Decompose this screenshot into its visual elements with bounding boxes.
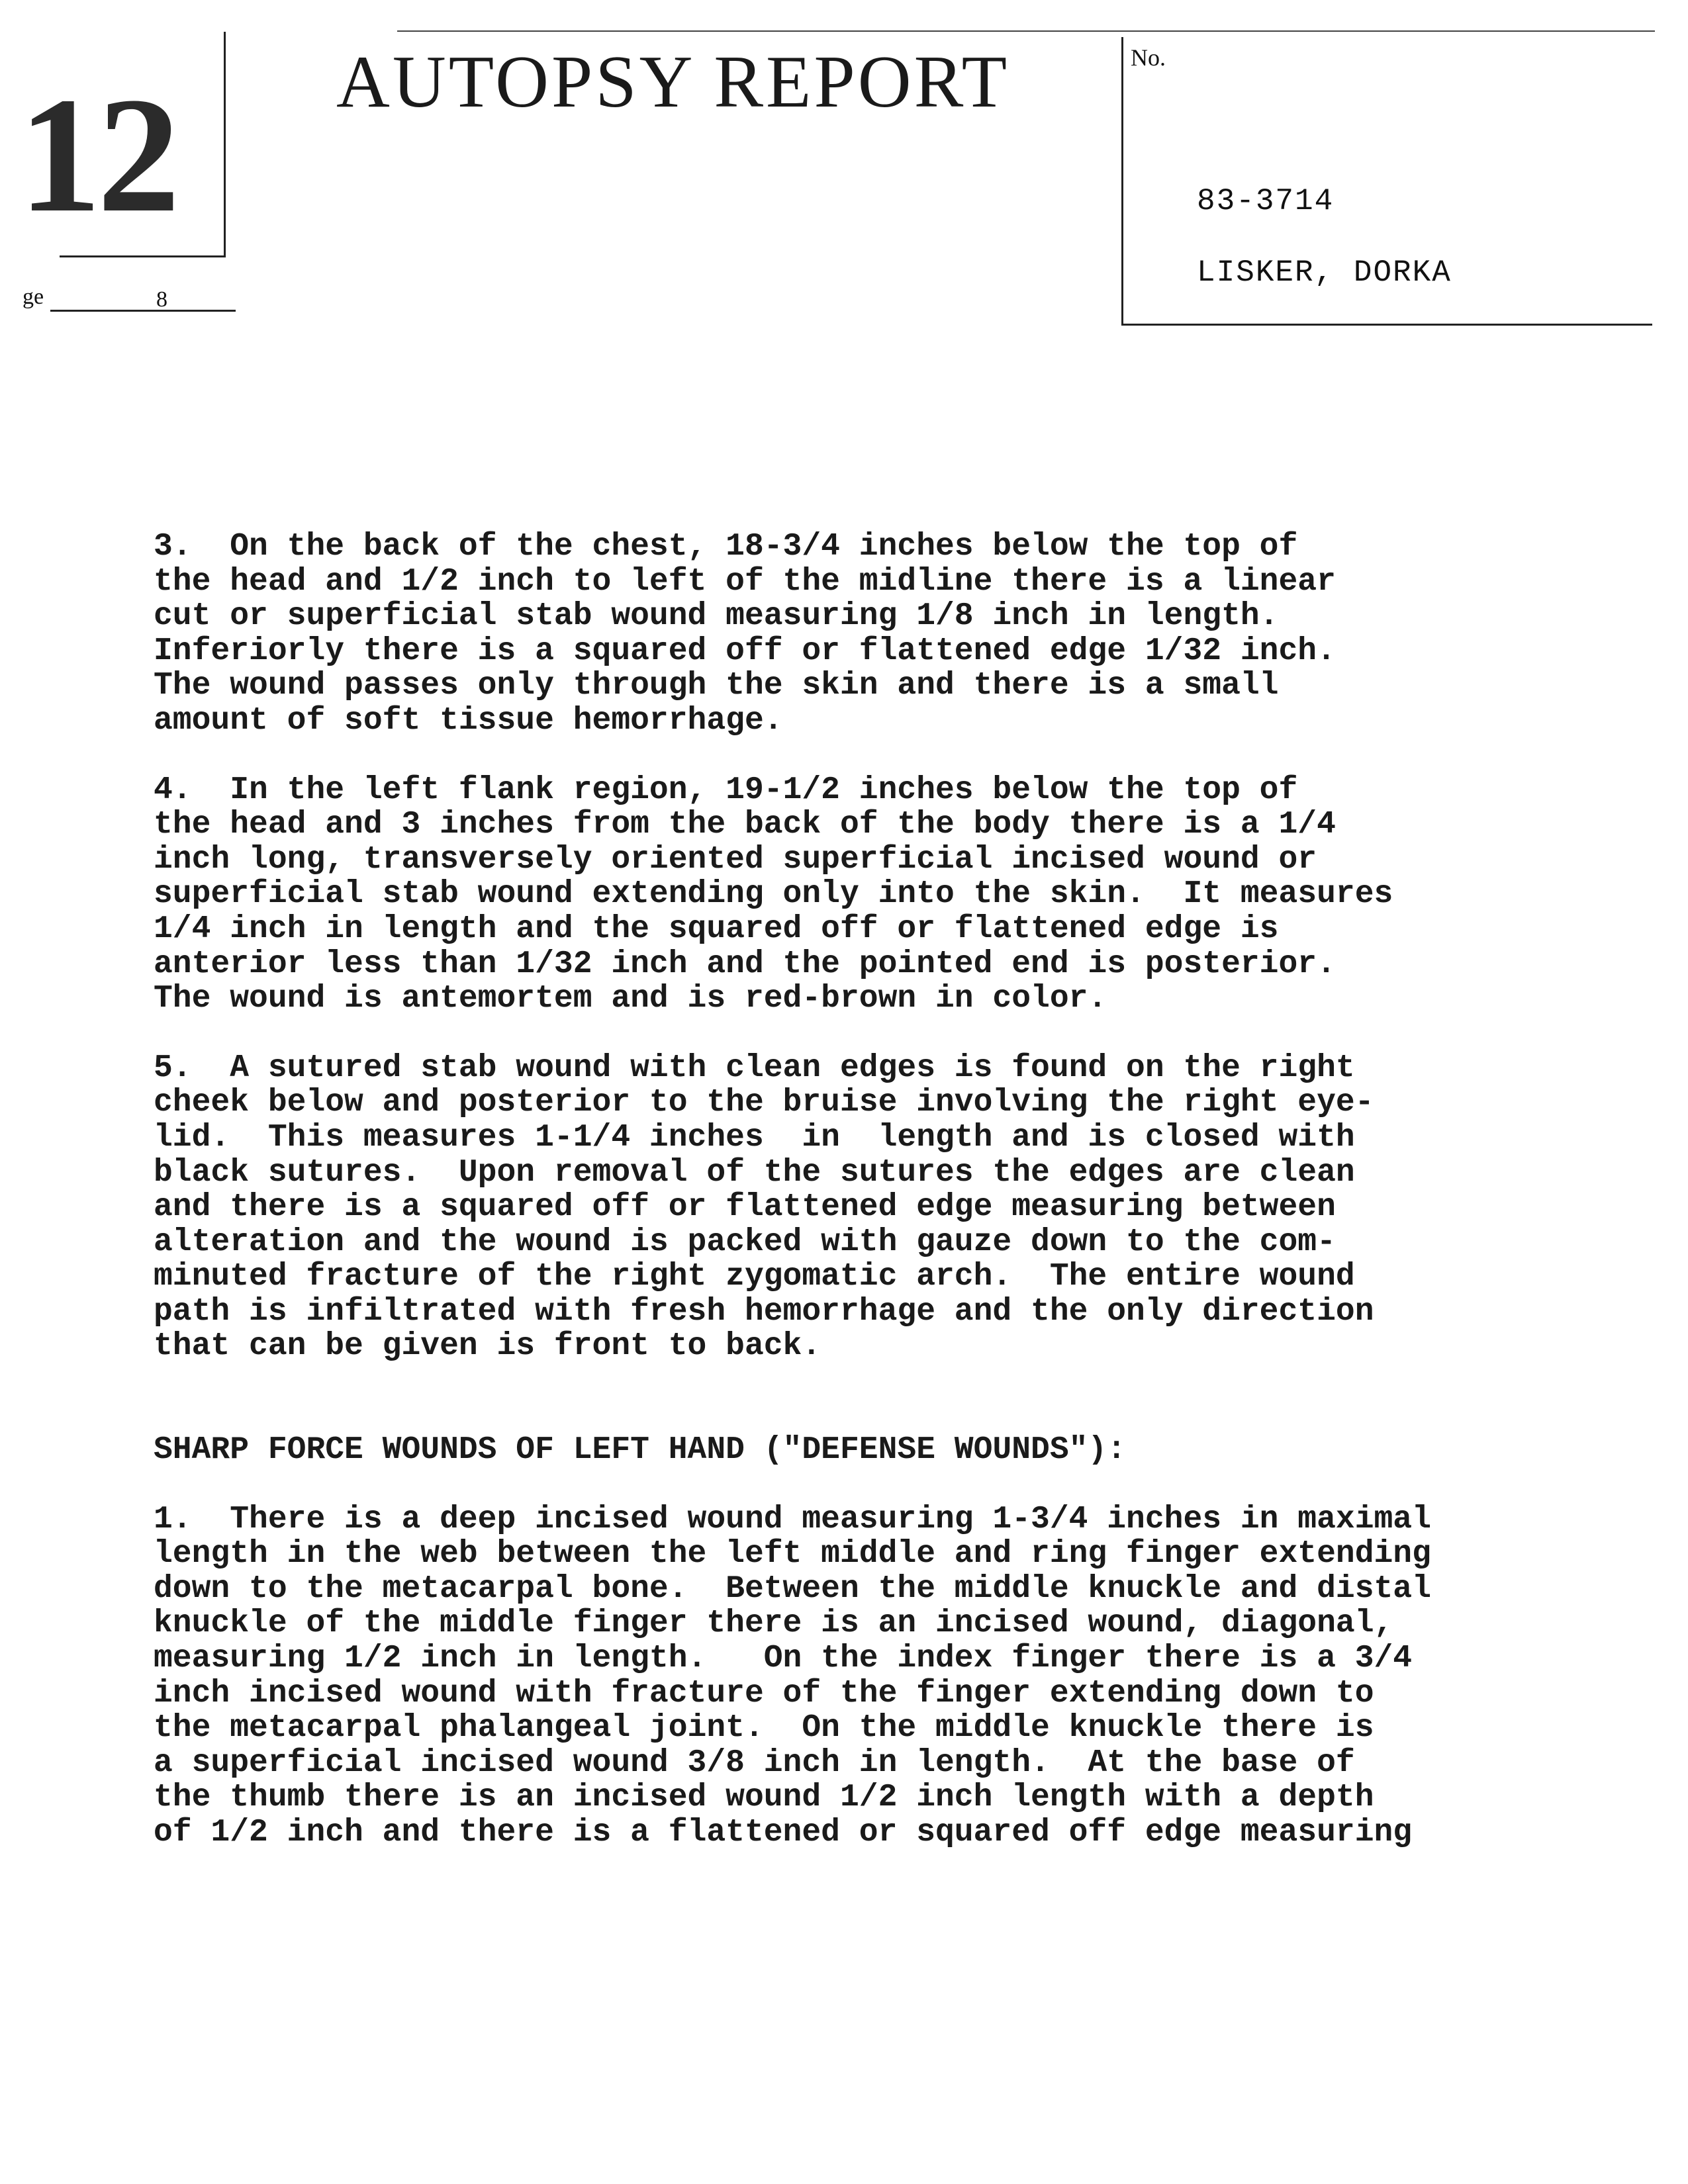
- text-line: superficial stab wound extending only into the skin. It measures: [154, 876, 1393, 913]
- text-line: black sutures. Upon removal of the sutures the edges are clean: [154, 1154, 1355, 1191]
- text-line: the head and 1/2 inch to left of the midline there is a linear: [154, 563, 1336, 600]
- text-line: inch long, transversely oriented superficial incised wound or: [154, 841, 1317, 878]
- text-line: The wound is antemortem and is red-brown in color.: [154, 981, 1107, 1017]
- finding-paragraph-5: [154, 1051, 1610, 1364]
- page-label: ge: [23, 285, 44, 309]
- text-line: 1/4 inch in length and the squared off or flattened edge is: [154, 911, 1279, 947]
- page-label-underline: [50, 310, 236, 312]
- number-box-border-horizontal: [60, 255, 226, 257]
- text-line: down to the metacarpal bone. Between the middle knuckle and distal: [154, 1570, 1431, 1607]
- text-line: of 1/2 inch and there is a flattened or squared off edge measuring: [154, 1815, 1413, 1850]
- header-top-rule: [397, 30, 1655, 32]
- text-line: a superficial incised wound 3/8 inch in length. At the base of: [154, 1745, 1355, 1781]
- text-line: inch incised wound with fracture of the finger extending down to: [154, 1675, 1374, 1711]
- case-no-label: No.: [1131, 44, 1166, 71]
- text-line: lid. This measures 1-1/4 inches in length and is closed with: [154, 1119, 1355, 1156]
- text-line: and there is a squared off or flattened edge measuring between: [154, 1189, 1336, 1226]
- text-line: 4. In the left flank region, 19-1/2 inches below the top of: [154, 772, 1298, 808]
- text-line: path is infiltrated with fresh hemorrhage and the only direction: [154, 1293, 1374, 1330]
- text-line: The wound passes only through the skin and there is a small: [154, 668, 1279, 704]
- text-line: that can be given is front to back.: [154, 1328, 821, 1365]
- text-line: the head and 3 inches from the back of the body there is a 1/4: [154, 807, 1336, 843]
- finding-paragraph-3: [154, 529, 1610, 739]
- page-number-stamp: 12: [19, 64, 176, 247]
- text-line: amount of soft tissue hemorrhage.: [154, 702, 783, 739]
- defense-wound-paragraph-1: [154, 1502, 1610, 1850]
- page-label-value: 8: [156, 287, 167, 312]
- finding-paragraph-4: [154, 773, 1610, 1017]
- text-line: minuted fracture of the right zygomatic arch. The entire wound: [154, 1259, 1355, 1295]
- text-line: Inferiorly there is a squared off or flattened edge 1/32 inch.: [154, 633, 1336, 669]
- text-line: the metacarpal phalangeal joint. On the middle knuckle there is: [154, 1710, 1374, 1747]
- text-line: alteration and the wound is packed with gauze down to the com-: [154, 1224, 1336, 1260]
- case-number: 83-3714: [1197, 184, 1335, 218]
- decedent-name: LISKER, DORKA: [1197, 255, 1452, 290]
- section-heading: SHARP FORCE WOUNDS OF LEFT HAND ("DEFENSE WOUNDS"):: [154, 1432, 1127, 1469]
- report-title: AUTOPSY REPORT: [336, 41, 1010, 123]
- text-line: knuckle of the middle finger there is an incised wound, diagonal,: [154, 1606, 1393, 1642]
- text-line: 1. There is a deep incised wound measuring 1-3/4 inches in maximal: [154, 1501, 1431, 1537]
- number-box-border-vertical: [224, 32, 226, 257]
- text-line: cut or superficial stab wound measuring 1/8 inch in length.: [154, 598, 1279, 635]
- report-body: [154, 529, 1610, 1885]
- text-line: anterior less than 1/32 inch and the pointed end is posterior.: [154, 946, 1336, 982]
- text-line: the thumb there is an incised wound 1/2 inch length with a depth: [154, 1780, 1374, 1816]
- text-line: measuring 1/2 inch in length. On the index finger there is a 3/4: [154, 1641, 1413, 1677]
- text-line: length in the web between the left middle and ring finger extending: [154, 1536, 1431, 1572]
- text-line: cheek below and posterior to the bruise involving the right eye-: [154, 1085, 1374, 1121]
- text-line: 3. On the back of the chest, 18-3/4 inches below the top of: [154, 529, 1298, 565]
- text-line: 5. A sutured stab wound with clean edges is found on the right: [154, 1050, 1355, 1086]
